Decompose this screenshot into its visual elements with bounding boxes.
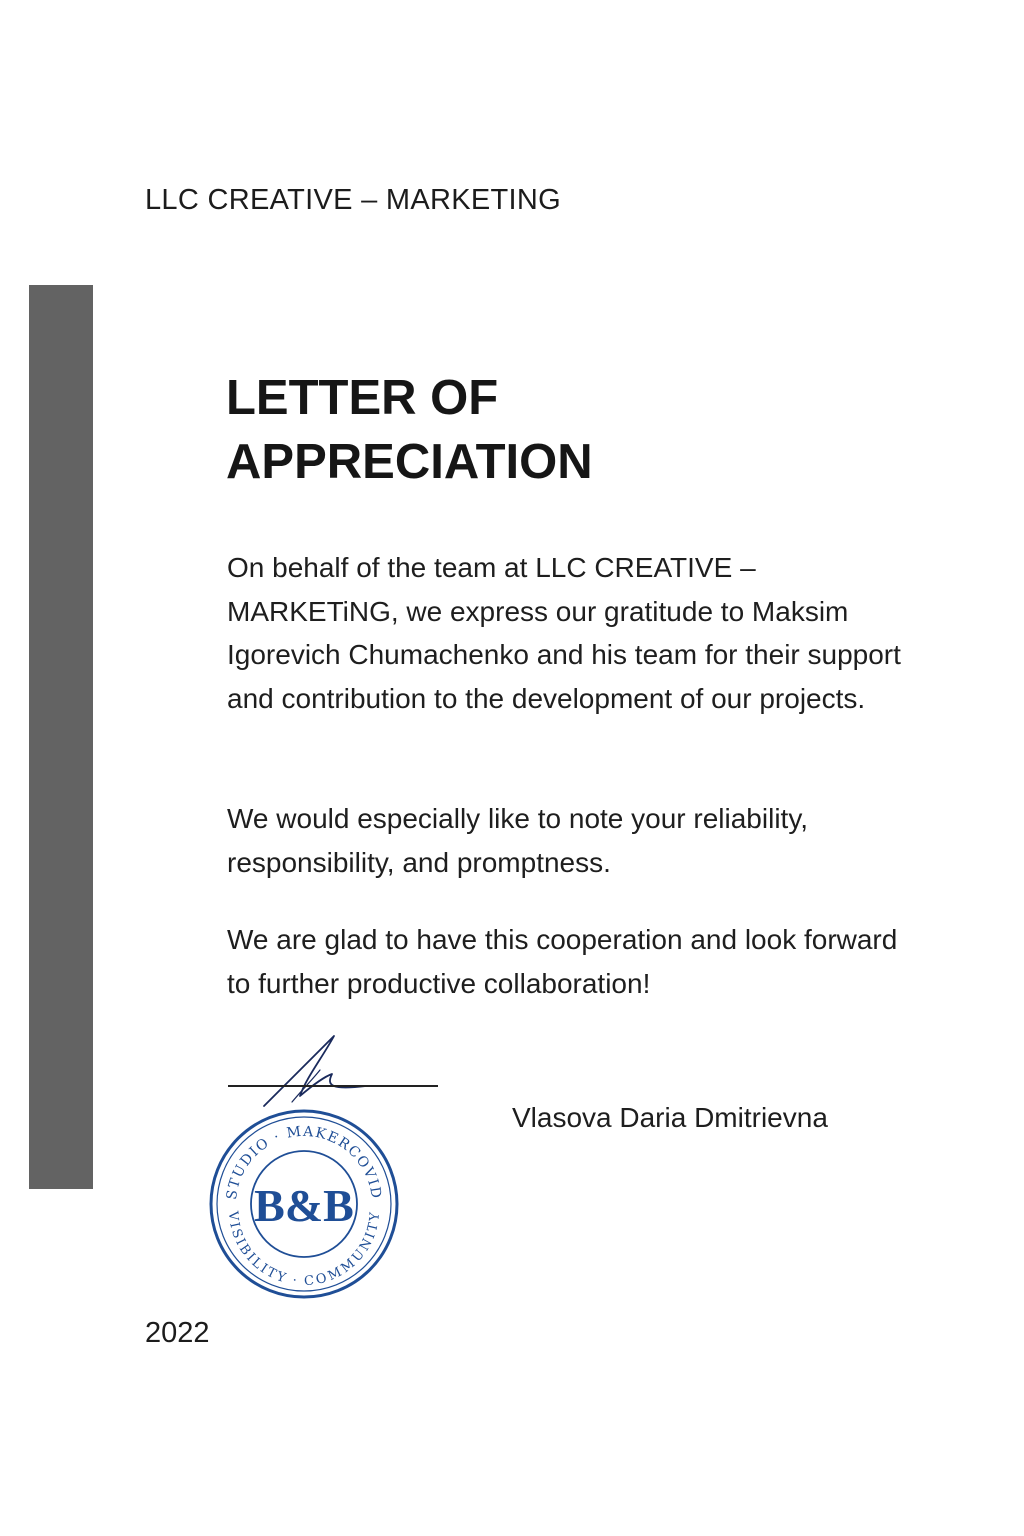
company-seal-stamp	[206, 1106, 402, 1302]
letter-title	[226, 366, 593, 494]
signatory-name: Vlasova Daria Dmitrievna	[512, 1102, 828, 1133]
body-paragraph-1: On behalf of the team at LLC CREATIVE – MARKETiNG, we express our gratitude to Maksim Igorevich Chumachenko and his team for their support and contribution to the development of our projects.	[227, 552, 901, 714]
company-name: LLC CREATIVE – MARKETING	[145, 184, 561, 216]
seal-center-text: B&B	[254, 1180, 354, 1231]
title-line-1: LETTER OF	[226, 371, 499, 425]
decorative-side-bar	[29, 285, 93, 1189]
letter-year: 2022	[145, 1317, 210, 1349]
body-paragraph-2: We would especially like to note your reliability, responsibility, and promptness.	[227, 803, 809, 878]
title-line-2: APPRECIATION	[226, 435, 593, 489]
handwritten-signature	[262, 1030, 372, 1110]
body-paragraph-3: We are glad to have this cooperation and look forward to further productive collaboration!	[227, 924, 898, 999]
seal-ring-text-bottom: VISIBILITY · COMMUNITY	[225, 1210, 383, 1289]
signature-line	[228, 1085, 438, 1087]
seal-ring-text-top: STUDIO · MAKERCOVID	[224, 1123, 385, 1201]
